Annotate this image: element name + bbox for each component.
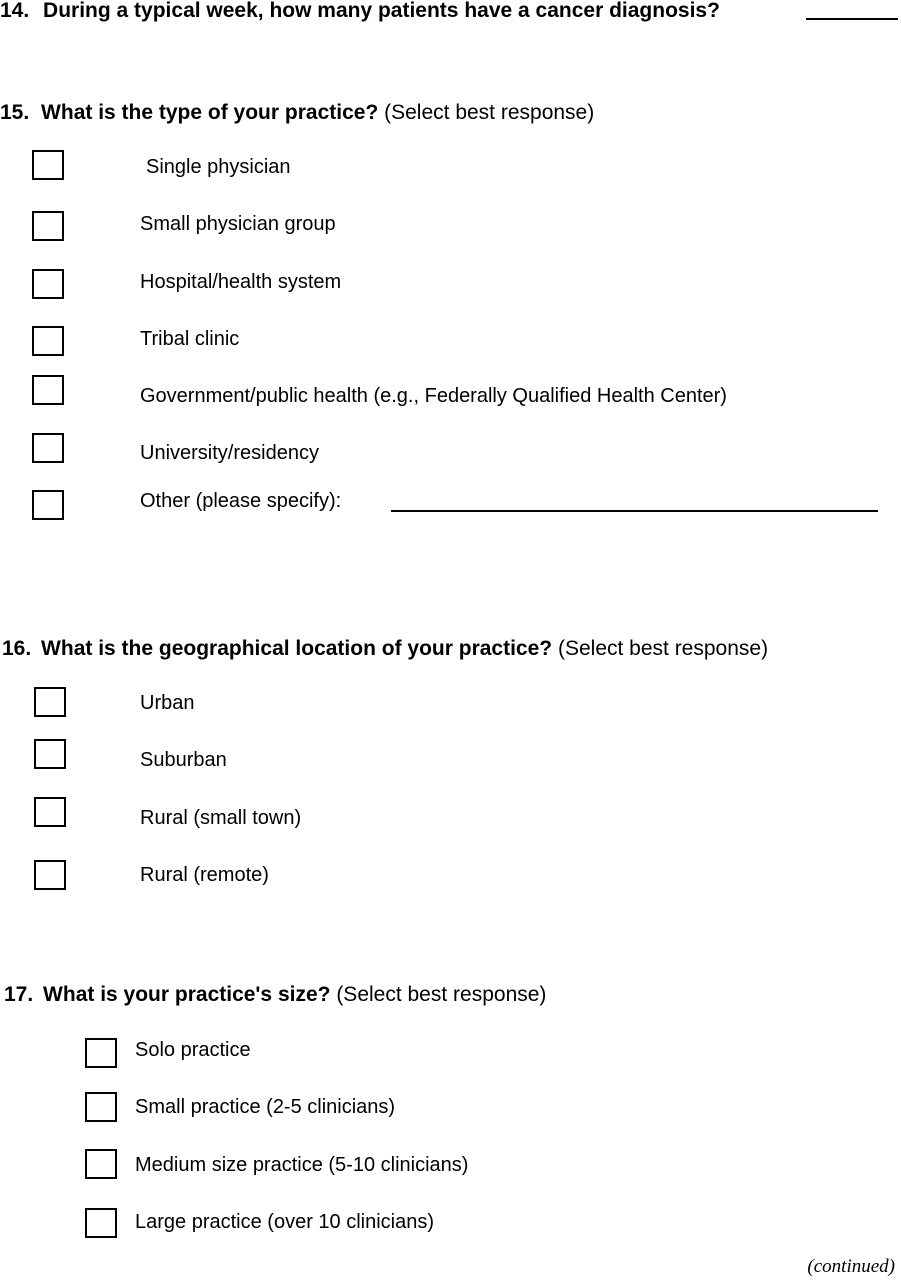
other-specify-line[interactable] [391, 510, 878, 512]
option-label: Single physician [146, 156, 291, 178]
option-label: University/residency [140, 442, 319, 464]
question-15-hint: (Select best response) [384, 101, 595, 124]
continued-note: (continued) [807, 1256, 895, 1277]
checkbox-small-physician-group[interactable] [32, 211, 64, 241]
option-label: Small physician group [140, 213, 336, 235]
checkbox-other[interactable] [32, 490, 64, 520]
question-16-number: 16. [2, 637, 32, 660]
option-label: Solo practice [135, 1039, 251, 1061]
checkbox-rural-small-town[interactable] [34, 797, 66, 827]
checkbox-university-residency[interactable] [32, 433, 64, 463]
answer-line-q14[interactable] [806, 18, 898, 20]
option-label: Suburban [140, 749, 227, 771]
checkbox-large-practice[interactable] [85, 1208, 117, 1238]
question-14-number: 14. [0, 0, 30, 22]
option-label: Medium size practice (5-10 clinicians) [135, 1154, 469, 1176]
checkbox-small-practice[interactable] [85, 1092, 117, 1122]
option-label: Government/public health (e.g., Federally Qualified Health Center) [140, 385, 727, 407]
checkbox-medium-practice[interactable] [85, 1149, 117, 1179]
option-label: Rural (remote) [140, 864, 269, 886]
option-label: Small practice (2-5 clinicians) [135, 1096, 396, 1118]
checkbox-suburban[interactable] [34, 739, 66, 769]
question-15-number: 15. [0, 101, 30, 124]
question-16 [2, 636, 768, 662]
question-15-text: What is the type of your practice? [41, 101, 379, 124]
option-label: Large practice (over 10 clinicians) [135, 1211, 435, 1233]
checkbox-urban[interactable] [34, 687, 66, 717]
question-16-hint: (Select best response) [557, 637, 769, 660]
question-14 [0, 0, 720, 24]
checkbox-hospital-health-system[interactable] [32, 269, 64, 299]
option-label: Hospital/health system [140, 271, 342, 293]
checkbox-tribal-clinic[interactable] [32, 326, 64, 356]
checkbox-single-physician[interactable] [32, 150, 64, 180]
checkbox-government-public-health[interactable] [32, 375, 64, 405]
question-17-text: What is your practice's size? [43, 983, 331, 1006]
checkbox-rural-remote[interactable] [34, 860, 66, 890]
option-label: Urban [140, 692, 195, 714]
option-label: Tribal clinic [140, 328, 240, 350]
question-14-text: During a typical week, how many patients have a cancer diagnosis? [43, 0, 720, 22]
question-17 [4, 982, 546, 1008]
question-15 [0, 100, 594, 126]
question-17-number: 17. [4, 983, 34, 1006]
option-label: Rural (small town) [140, 807, 302, 829]
question-17-hint: (Select best response) [336, 983, 547, 1006]
question-16-text: What is the geographical location of your practice? [41, 637, 553, 660]
option-label: Other (please specify): [140, 490, 342, 512]
checkbox-solo-practice[interactable] [85, 1038, 117, 1068]
